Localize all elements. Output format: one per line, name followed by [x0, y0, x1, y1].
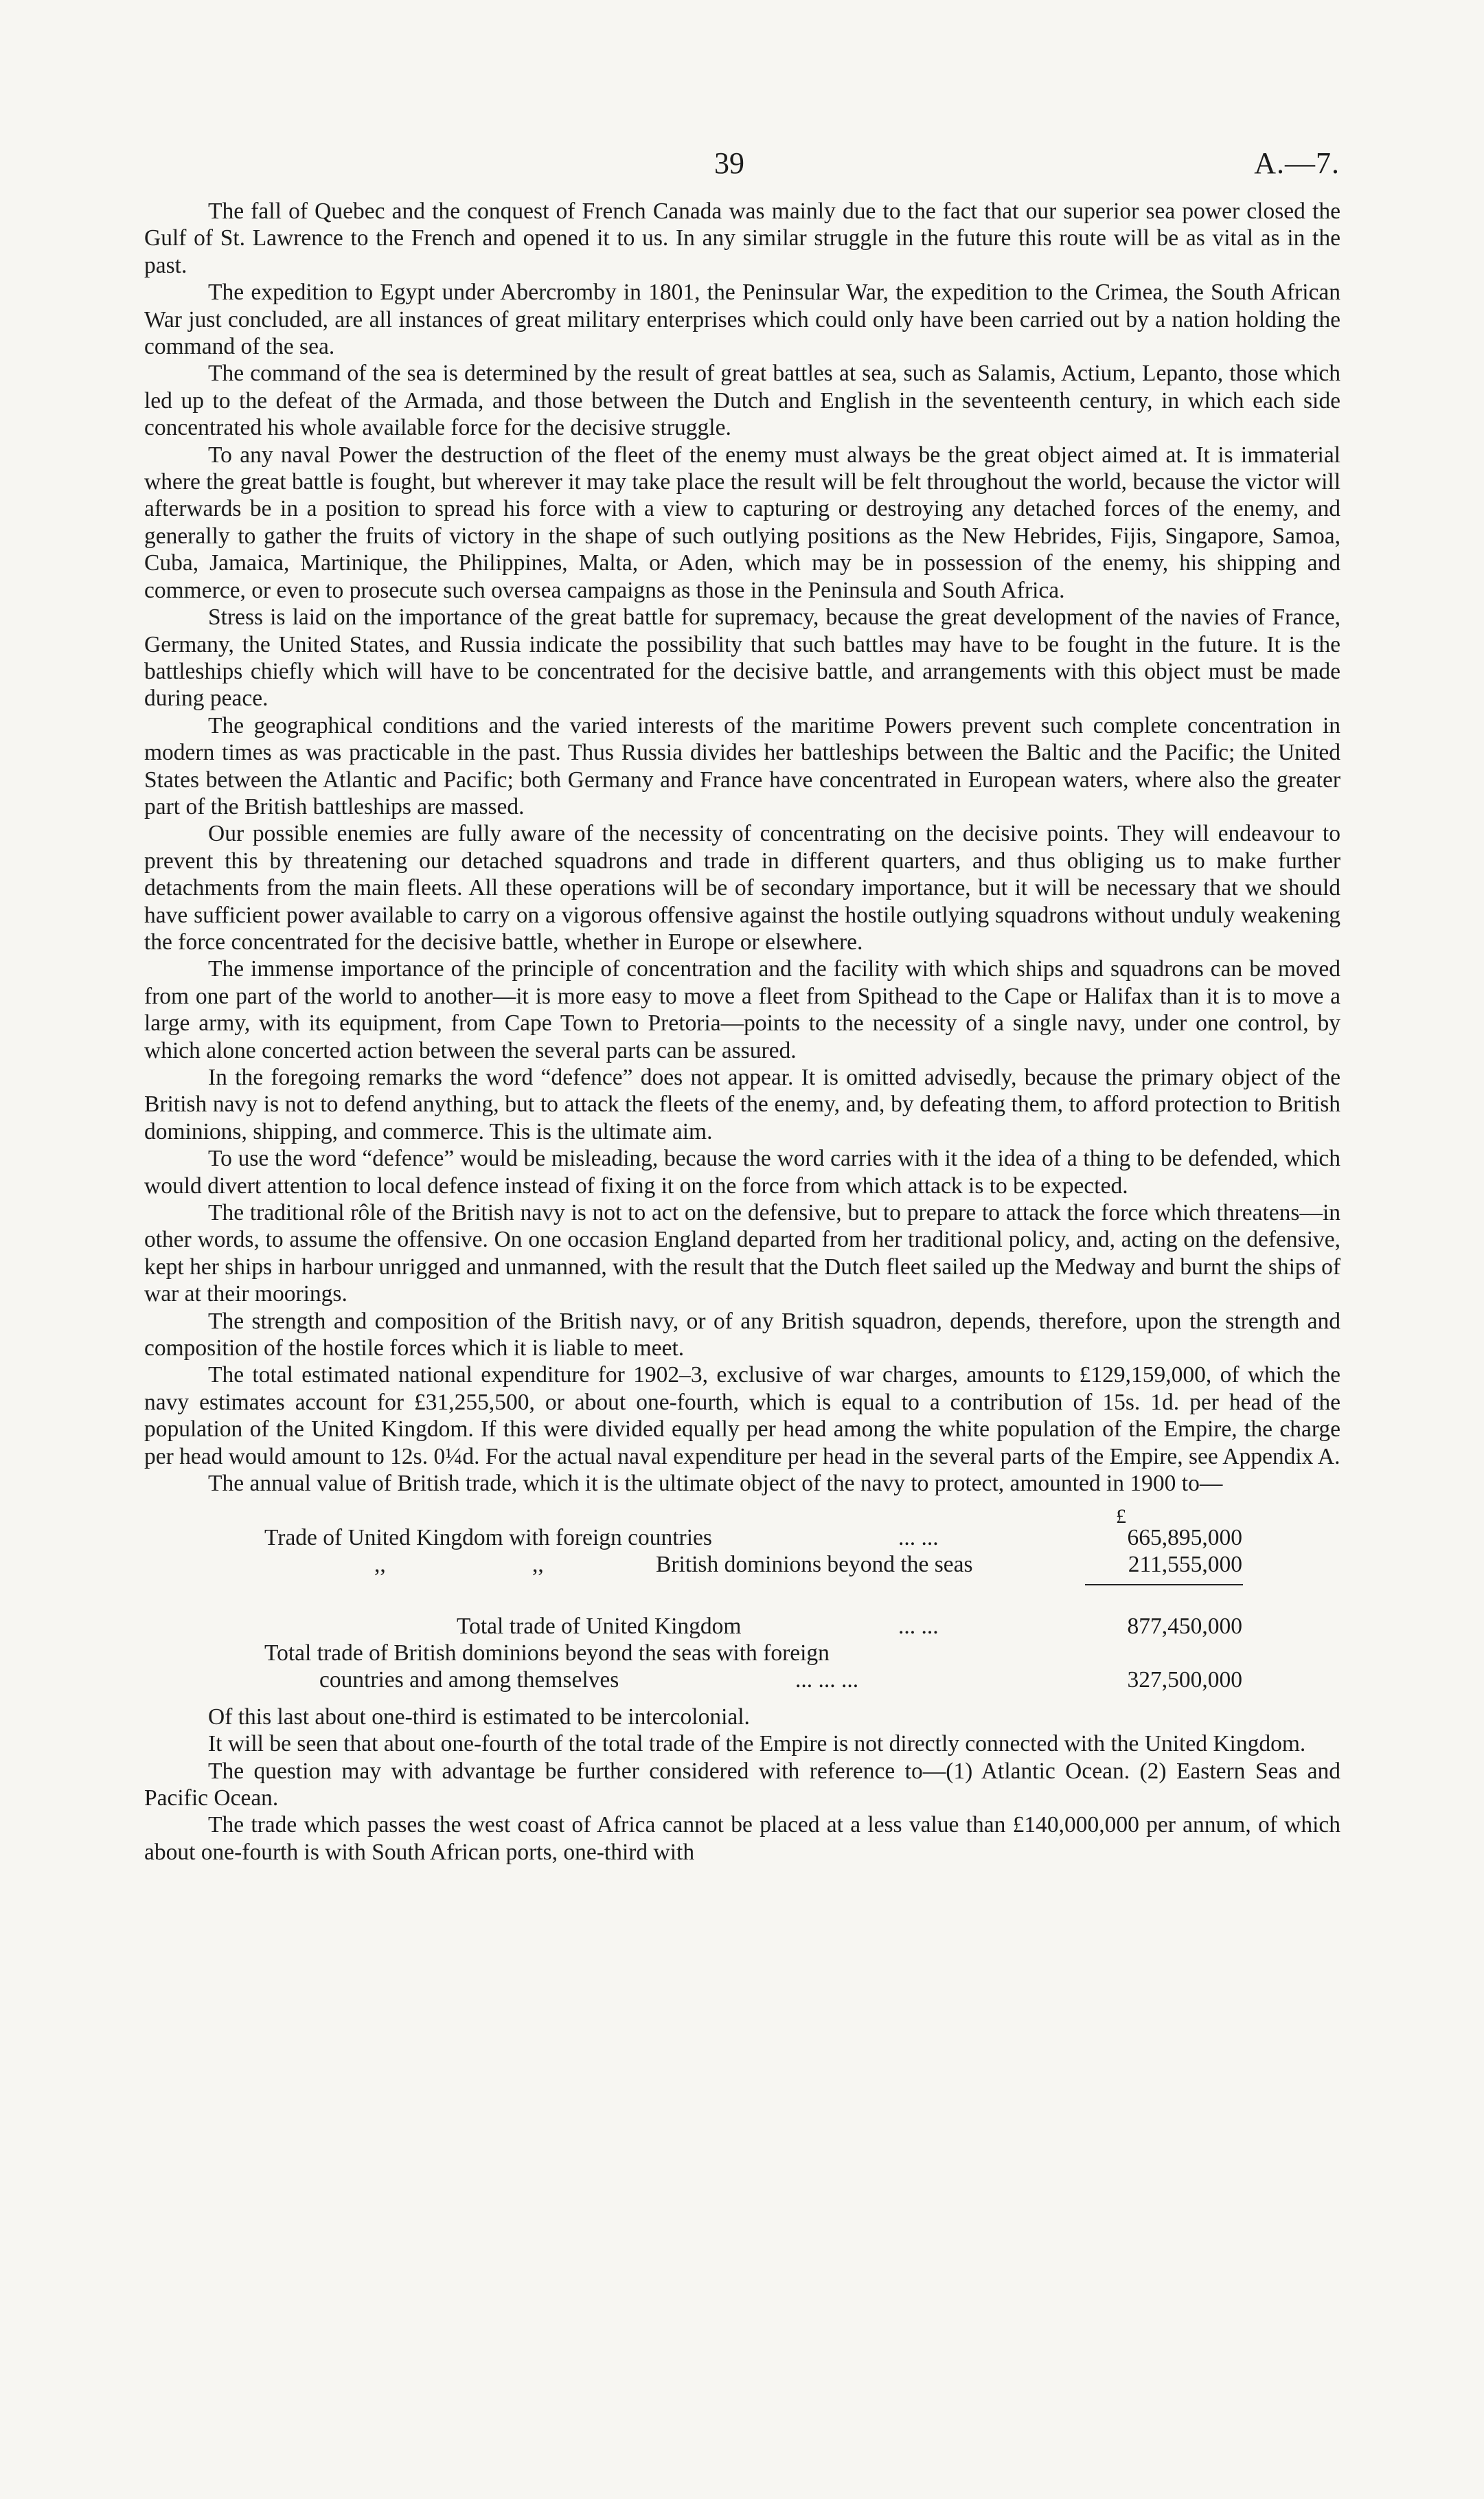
paragraph: Our possible enemies are fully aware of the necessity of concentrating on the decisive points. They will endeavour to prevent this by threatening our detached squadrons and trade in different quarters, and thus obliging us to make further detachments from the main fleets. All these operations will be of secondary importance, but it will be necessary that we should have sufficient power available to carry on a vigorous offensive against the hostile outlying squadrons without unduly weakening the force concentrated for the decisive battle, whether in Europe or elsewhere. [144, 821, 1340, 955]
leader-dots: ... ... [898, 1613, 939, 1639]
paragraph: The total estimated national expenditure for 1902–3, exclusive of war charges, amounts to £129,159,000, of which the navy estimates account for £31,255,500, or about one-fourth, which is equal to a contribution of 15s. 1d. per head of the population of the United Kingdom. If this were divided equally per head among the white population of the Empire, the charge per head would amount to 12s. 0¼d. For the actual naval expenditure per head in the several parts of the Empire, see Appendix A. [144, 1362, 1340, 1469]
paragraph: The strength and composition of the British navy, or of any British squadron, depends, therefore, upon the strength and composition of the hostile forces which it is liable to meet. [144, 1308, 1340, 1361]
table-currency-row [144, 1497, 1340, 1528]
document-code: A.—7. [1254, 146, 1340, 180]
paragraph: It will be seen that about one-fourth of the total trade of the Empire is not directly connected with the United Kingdom. [208, 1731, 1306, 1757]
table-row [144, 1613, 1340, 1640]
page-header [0, 146, 1484, 187]
paragraph: The fall of Quebec and the conquest of French Canada was mainly due to the fact that our superior sea power closed the Gulf of St. Lawrence to the French and opened it to us. In any similar struggle in the future this route will be as vital as in the past. [144, 199, 1340, 278]
row-amount: 211,555,000 [1128, 1552, 1242, 1578]
paragraph: The annual value of British trade, which it is the ultimate object of the navy to protect, amounted in 1900 to— [208, 1471, 1223, 1497]
row-amount: 327,500,000 [1127, 1667, 1242, 1693]
paragraph: The question may with advantage be further considered with reference to—(1) Atlantic Ocean. (2) Eastern Seas and Pacific Ocean. [144, 1758, 1340, 1811]
row-label: Total trade of United Kingdom [457, 1613, 742, 1639]
table-row [144, 1551, 1340, 1578]
paragraph: The trade which passes the west coast of Africa cannot be placed at a less value than £140,000,000 per annum, of which about one-fourth is with South African ports, one-third with [144, 1812, 1340, 1865]
ditto-mark: ,, [532, 1552, 544, 1578]
row-label: countries and among themselves [319, 1667, 619, 1693]
ditto-mark: ,, [374, 1552, 386, 1578]
paragraph: The traditional rôle of the British navy is not to act on the defensive, but to prepare to attack the force which threatens—in other words, to assume the offensive. On one occasion England departed from her traditional policy, and, acting on the defensive, kept her ships in harbour unrigged and unmanned, with the result that the Dutch fleet sailed up the Medway and burnt the ships of war at their moorings. [144, 1200, 1340, 1307]
table-gap [144, 1592, 1340, 1613]
paragraph: The geographical conditions and the varied interests of the maritime Powers prevent such complete concentration in modern times as was practicable in the past. Thus Russia divides her battleships between the Baltic and the Pacific; the United States between the Atlantic and Pacific; both Germany and France have concentrated in European waters, where also the greater part of the British battleships are massed. [144, 712, 1340, 819]
row-label: Total trade of British dominions beyond the seas with foreign [264, 1640, 830, 1666]
table-row [144, 1666, 1340, 1693]
paragraph: The command of the sea is determined by the result of great battles at sea, such as Salamis, Actium, Lepanto, those which led up to the defeat of the Armada, and those between the Dutch and English in the seventeenth century, in which each side concentrated his whole available force for the decisive struggle. [144, 361, 1340, 441]
table-row [144, 1524, 1340, 1551]
row-amount: 665,895,000 [1127, 1524, 1242, 1550]
table-rule-row [144, 1579, 1340, 1592]
paragraph: To any naval Power the destruction of the fleet of the enemy must always be the great object aimed at. It is immaterial where the great battle is fought, but wherever it may take place the result will be felt throughout the world, because the victor will afterwards be in a position to spread his force with a view to capturing or destroying any detached forces of the enemy, and generally to gather the fruits of victory in the shape of such outlying positions as the New Hebrides, Fijis, Singapore, Samoa, Cuba, Jamaica, Martinique, the Philippines, Malta, or Aden, which may be in possession of the enemy, his shipping and commerce, or even to prosecute such oversea campaigns as those in the Peninsula and South Africa. [144, 442, 1340, 603]
table-row [144, 1640, 1340, 1666]
table-gap [144, 1694, 1340, 1704]
row-label: Trade of United Kingdom with foreign countries [264, 1524, 712, 1550]
paragraph: To use the word “defence” would be misleading, because the word carries with it the idea of a thing to be defended, which would divert attention to local defence instead of fixing it on the force from which attack is to be expected. [144, 1146, 1340, 1199]
paragraph: Stress is laid on the importance of the great battle for supremacy, because the great development of the navies of France, Germany, the United States, and Russia indicate the possibility that such battles may have to be fought in the future. It is the battleships chiefly which will have to be concentrated for the decisive battle, and arrangements with this object must be made during peace. [144, 604, 1340, 712]
leader-dots: ... ... [898, 1524, 939, 1550]
currency-symbol: £ [1116, 1504, 1126, 1528]
document-body [144, 198, 1340, 1866]
paragraph: The expedition to Egypt under Abercromby in 1801, the Peninsular War, the expedition to the Crimea, the South African War just concluded, are all instances of great military enterprises which could only have been carried out by a nation holding the command of the sea. [144, 280, 1340, 360]
paragraph: The immense importance of the principle of concentration and the facility with which ships and squadrons can be moved from one part of the world to another—it is more easy to move a fleet from Spithead to the Cape or Halifax than it is to move a large army, with its equipment, from Cape Town to Pretoria—points to the necessity of a single navy, under one control, by which alone concerted action between the several parts can be assured. [144, 956, 1340, 1063]
total-rule [1085, 1584, 1243, 1585]
leader-dots: ... ... ... [795, 1667, 859, 1693]
page-number: 39 [714, 146, 744, 180]
paragraph: In the foregoing remarks the word “defence” does not appear. It is omitted advisedly, because the primary object of the British navy is not to defend anything, but to attack the fleets of the enemy, and, by defeating them, to afford protection to British dominions, shipping, and commerce. This is the ultimate aim. [144, 1065, 1340, 1144]
row-label: British dominions beyond the seas [656, 1552, 973, 1578]
row-amount: 877,450,000 [1127, 1613, 1242, 1639]
trade-table [144, 1497, 1340, 1704]
paragraph: Of this last about one-third is estimated to be intercolonial. [208, 1704, 750, 1730]
